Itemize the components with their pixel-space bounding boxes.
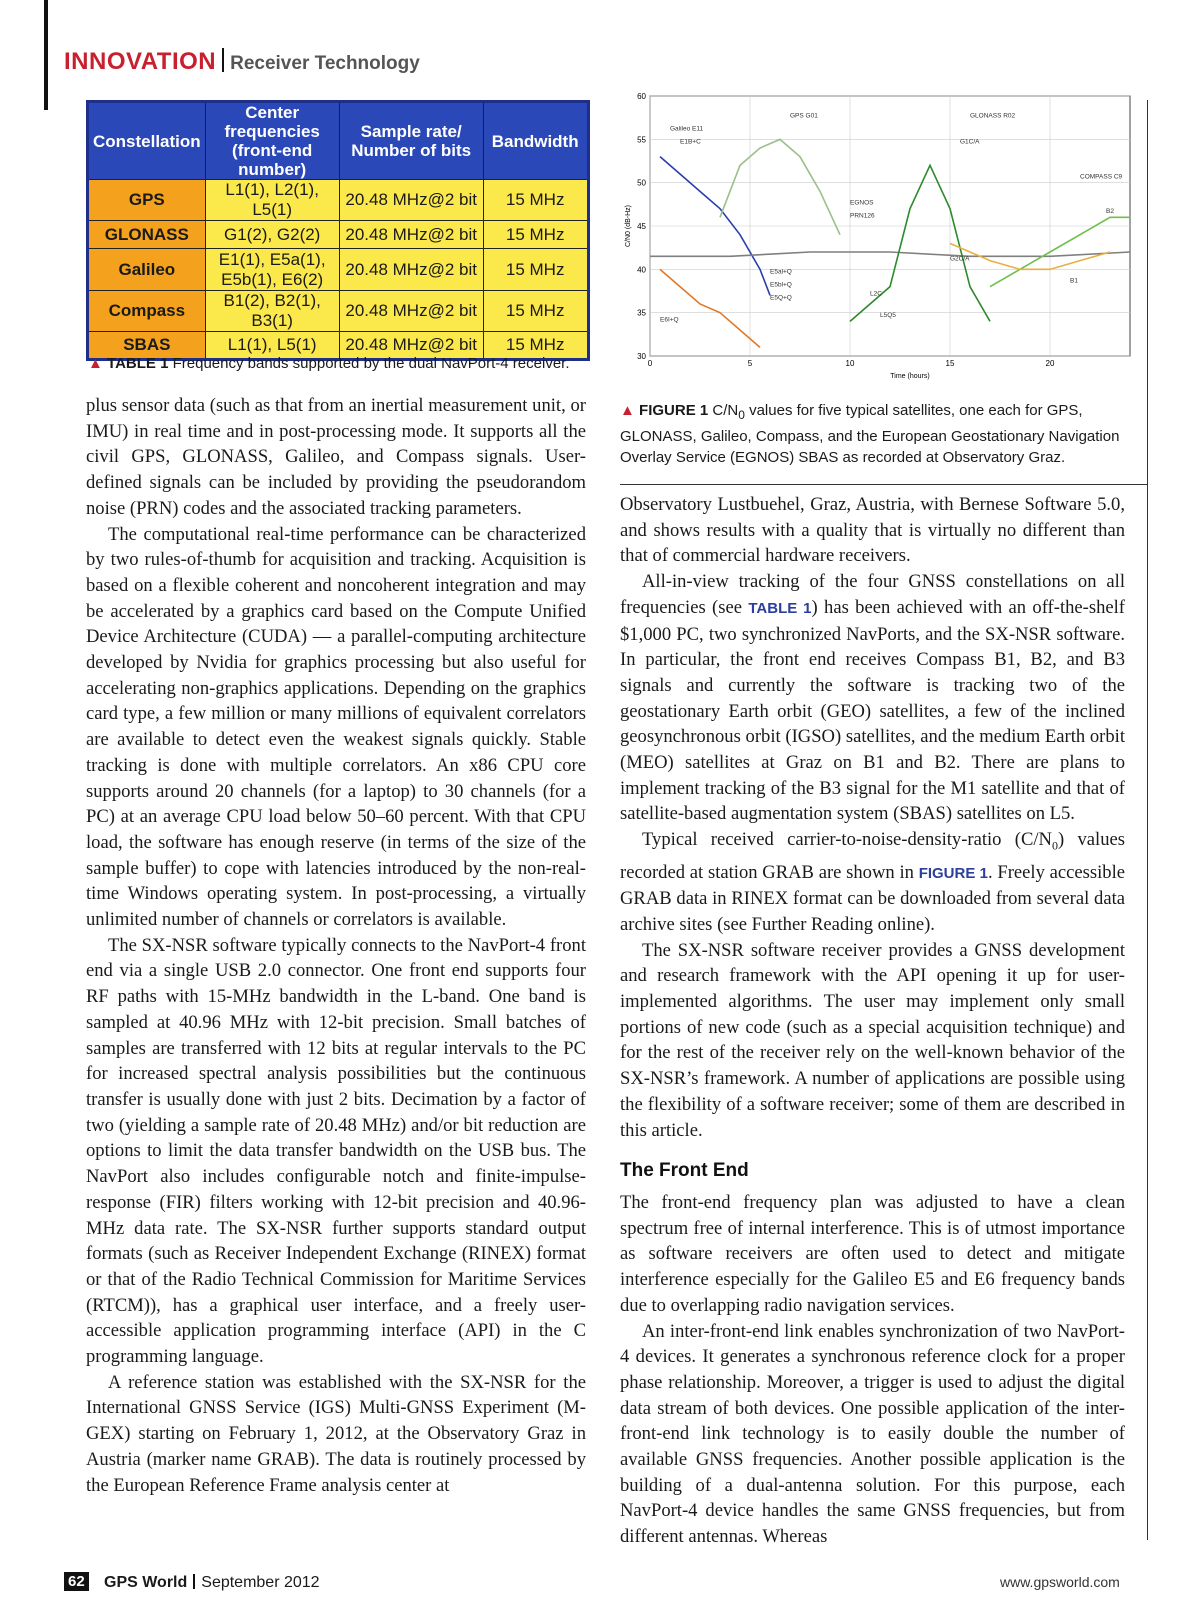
figure-caption-text-2: values for five typical satellites, one each for GPS, GLONASS, Galileo, Compass, and the European Geostationary Navigation Overlay Service (EGNOS) SBAS as recorded at Observatory Graz. — [620, 402, 1120, 466]
right-column-top — [620, 492, 1125, 1143]
chart-annotation: B1 — [1070, 277, 1078, 285]
column-rule — [1147, 100, 1148, 1540]
table-caption — [88, 355, 570, 372]
paragraph: Observatory Lustbuehel, Graz, Austria, with Bernese Software 5.0, and shows results with a quality that is virtually no different than that of commercial hardware receivers. — [620, 494, 1125, 567]
chart-annotation: PRN126 — [850, 212, 875, 220]
paragraph-text: ) has been achieved with an off-the-shelf $1,000 PC, two synchronized NavPorts, and the SX-NSR software. In particular, the front end receives Compass B1, B2, and B3 signals and currently the software is tracking two of the geostationary Earth orbit (GEO) satellites, a few of the inclined geosynchronous orbit (IGSO) satellites, and the medium Earth orbit (MEO) satellites at Graz on B1 and B2. There are plans to implement tracking of the B3 signal for the M1 satellite and that of satellite-based augmentation system (SBAS) satellites on L5. — [620, 596, 1125, 825]
paragraph — [620, 569, 1125, 827]
chart-annotation: E5al+Q — [770, 268, 792, 276]
x-tick-label: 10 — [845, 359, 855, 368]
paragraph — [620, 827, 1125, 938]
chart-annotation: E5bl+Q — [770, 281, 792, 289]
chart-annotation: E1B+C — [680, 138, 701, 146]
figure-caption — [620, 400, 1120, 468]
table-row — [88, 221, 589, 249]
chart-annotation: E6I+Q — [660, 316, 679, 324]
chart-annotation: L5Q5 — [880, 312, 896, 319]
x-tick-label: 5 — [747, 359, 753, 368]
table-row — [88, 180, 589, 221]
right-column-bottom — [620, 1190, 1125, 1550]
chart-annotation: EGNOS — [850, 199, 874, 207]
y-tick-label: 35 — [637, 308, 646, 318]
footer-website: www.gpsworld.com — [1000, 1574, 1120, 1590]
table-cell: E1(1), E5a(1), E5b(1), E6(2) — [205, 249, 339, 291]
x-axis-label: Time (hours) — [890, 373, 930, 380]
table-cell: 15 MHz — [483, 180, 588, 221]
caption-triangle-icon: ▲ — [620, 402, 635, 419]
header-rule-vertical — [44, 0, 48, 110]
cn0-chart — [620, 88, 1140, 388]
table-cell: G1(2), G2(2) — [205, 221, 339, 249]
figure-1 — [620, 88, 1140, 388]
footer-magazine — [104, 1574, 320, 1592]
paragraph-text: ) values recorded at station GRAB are shown in — [620, 829, 1125, 883]
paragraph-text: All-in-view tracking of the four GNSS constellations on all frequencies (see — [620, 571, 1125, 618]
section-subtitle: Receiver Technology — [230, 53, 420, 74]
paragraph: The SX-NSR software receiver provides a GNSS development and research framework with the API opening it up for user-implemented algorithms. The user may implement only small portions of new code (such as a special acquisition technique) and for the rest of the receiver rely on the well-known behavior of the SX-NSR’s framework. A number of applications are possible using the flexibility of a software receiver; some of them are described in this article. — [620, 939, 1125, 1141]
y-tick-label: 40 — [637, 265, 646, 275]
table-1 — [86, 100, 590, 361]
frequency-table — [86, 100, 590, 361]
figure-caption-text-1: C/N — [712, 402, 739, 419]
table-cell: 15 MHz — [483, 332, 588, 360]
figure-rule — [620, 484, 1148, 485]
figure-caption-label: FIGURE 1 — [639, 402, 709, 419]
header-separator — [222, 48, 224, 72]
paragraph: A reference station was established with the SX-NSR for the International GNSS Service (IGS) Multi-GNSS Experiment (M-GEX) starting on February 1, 2012, at the Observatory Graz in Austria (marker name GRAB). The data is routinely processed by the European Reference Frame analysis center at — [86, 1371, 586, 1496]
constellation-cell: SBAS — [88, 332, 206, 360]
chart-annotation: Galileo E11 — [670, 125, 704, 133]
col-header-bandwidth: Bandwidth — [483, 102, 588, 180]
section-heading: The Front End — [620, 1160, 749, 1181]
table-cell: 20.48 MHz@2 bit — [339, 332, 483, 360]
chart-annotation: G2C/A — [950, 255, 970, 263]
paragraph: An inter-front-end link enables synchronization of two NavPort-4 devices. It generates a synchronous reference clock for a proper phase relationship. Moreover, a trigger is used to adjust the digital data stream of both devices. One possible application of the inter-front-end link technology is to easily double the number of available GNSS frequencies. Another possible application is the building of a dual-antenna solution. For this purpose, each NavPort-4 device handles the same GNSS frequencies, but from different antennas. Whereas — [620, 1320, 1125, 1548]
issue-date: September 2012 — [201, 1574, 320, 1591]
caption-triangle-icon: ▲ — [88, 355, 103, 372]
table-cell: B1(2), B2(1), B3(1) — [205, 291, 339, 332]
paragraph: The SX-NSR software typically connects to the NavPort-4 front end via a single USB 2.0 connector. One front end supports four RF paths with 15-MHz bandwidth in the L-band. One band is sampled at 40.96 MHz with 12-bit precision. Small batches of samples are transferred with 12 bits at regular intervals to the PC for increased spectral analysis possibilities but the continuous transfer is usually done with just 2 bits. Decimation by a factor of two (yielding a sample rate of 20.48 MHz) and/or bit reduction are options to limit the data transfer bandwidth on the USB bus. The NavPort also includes configurable notch and finite-impulse-response (FIR) filters working with 12-bit precision and 40.96-MHz data rate. The SX-NSR further supports standard output formats (such as Receiver Independent Exchange (RINEX) format or that of the Radio Technical Commission for Maritime Services (RTCM)), has a graphical user interface, and a freely user-accessible application programming interface (API) in the C programming language. — [86, 934, 586, 1368]
table-caption-text: Frequency bands supported by the dual NavPort-4 receiver. — [172, 355, 570, 372]
constellation-cell: Compass — [88, 291, 206, 332]
table-reference: TABLE 1 — [748, 599, 812, 617]
table-caption-label: TABLE 1 — [107, 355, 169, 372]
table-cell: 20.48 MHz@2 bit — [339, 221, 483, 249]
table-cell: 15 MHz — [483, 249, 588, 291]
y-tick-label: 50 — [637, 178, 646, 188]
table-cell: 20.48 MHz@2 bit — [339, 180, 483, 221]
x-tick-label: 20 — [1045, 359, 1055, 368]
col-header-sample-rate: Sample rate/ Number of bits — [339, 102, 483, 180]
section-title: INNOVATION — [64, 48, 217, 75]
table-cell: 20.48 MHz@2 bit — [339, 291, 483, 332]
table-row — [88, 291, 589, 332]
figure-reference: FIGURE 1 — [918, 864, 988, 882]
y-tick-label: 55 — [637, 135, 646, 145]
chart-annotation: B2 — [1106, 208, 1114, 215]
paragraph: The computational real-time performance can be characterized by two rules-of-thumb for acquisition and tracking. Acquisition is based on a flexible coherent and noncoherent integration and may be accelerated by a graphics card based on the Compute Unified Device Architecture (CUDA) — a parallel-computing architecture developed by Nvidia for graphics processing but also useful for accelerating non-graphics applications. Depending on the graphics card type, a few million or many millions of equivalent correlators are available to detect even the weakest signals quickly. Stable tracking is done with multiple correlators. An x86 CPU core supports around 20 channels (for a laptop) to 30 channels (for a PC) at an average CPU load below 50–60 percent. With that CPU load, the software has enough reserve (in terms of the size of the sample buffer) to cope with latencies introduced by the non-real-time Windows operating system. In post-processing, a virtually unlimited number of channels or correlators is available. — [86, 523, 586, 931]
table-cell: 15 MHz — [483, 291, 588, 332]
y-axis-label: C/N0 (dB-Hz) — [625, 204, 632, 248]
table-cell: L1(1), L5(1) — [205, 332, 339, 360]
left-column — [86, 393, 586, 1498]
footer-separator — [193, 1574, 195, 1589]
constellation-cell: GLONASS — [88, 221, 206, 249]
table-cell: L1(1), L2(1), L5(1) — [205, 180, 339, 221]
table-cell: 20.48 MHz@2 bit — [339, 249, 483, 291]
table-cell: 15 MHz — [483, 221, 588, 249]
x-tick-label: 0 — [647, 359, 653, 368]
paragraph: The front-end frequency plan was adjusted to have a clean spectrum free of internal interference. This is of utmost importance as software receivers are often used to detect and mitigate interference especially for the Galileo E5 and E6 frequency bands due to overlapping radio navigation services. — [620, 1192, 1125, 1316]
figure-caption-sub: 0 — [738, 408, 745, 422]
chart-annotation: COMPASS C9 — [1080, 173, 1123, 181]
chart-annotation: G1C/A — [960, 138, 980, 146]
y-tick-label: 60 — [637, 92, 646, 101]
constellation-cell: GPS — [88, 180, 206, 221]
chart-annotation: L2C — [870, 290, 882, 298]
table-row — [88, 249, 589, 291]
constellation-cell: Galileo — [88, 249, 206, 291]
x-tick-label: 15 — [945, 359, 955, 368]
chart-annotation: E5Q+Q — [770, 294, 792, 302]
paragraph-text: Typical received carrier-to-noise-density-ratio (C/N — [642, 829, 1052, 851]
col-header-frequencies: Center frequencies (front-end number) — [205, 102, 339, 180]
y-tick-label: 30 — [637, 352, 646, 361]
paragraph-text: . Freely accessible GRAB data in RINEX format can be downloaded from several data archive sites (see Further Reading online). — [620, 861, 1126, 935]
subscript: 0 — [1051, 838, 1058, 853]
paragraph: plus sensor data (such as that from an inertial measurement unit, or IMU) in real time and in post-processing mode. It supports all the civil GPS, GLONASS, Galileo, and Compass signals. User-defined signals can be included by providing the pseudorandom noise (PRN) codes and the associated tracking parameters. — [86, 395, 586, 519]
page-number: 62 — [64, 1572, 89, 1591]
col-header-constellation: Constellation — [88, 102, 206, 180]
magazine-name: GPS World — [104, 1574, 188, 1591]
y-tick-label: 45 — [637, 222, 646, 231]
running-header — [64, 48, 420, 76]
chart-annotation: GLONASS R02 — [970, 112, 1016, 120]
chart-annotation: GPS G01 — [790, 112, 818, 120]
